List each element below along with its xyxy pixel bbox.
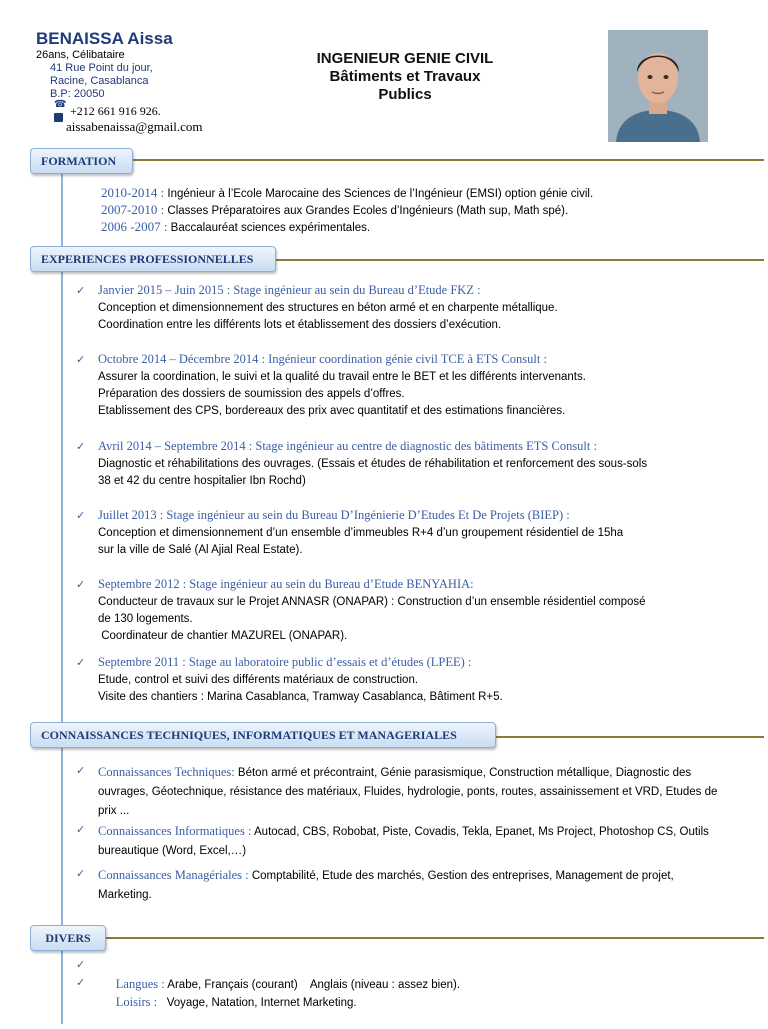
knowledge-label: Connaissances Managériales : bbox=[98, 868, 249, 882]
experience-line: Etablissement des CPS, bordereaux des prix avec quantitatif et des estimations financières. bbox=[98, 405, 566, 417]
check-icon: ✓ bbox=[76, 285, 86, 297]
check-icon: ✓ bbox=[76, 354, 86, 366]
phone-icon: ☎ bbox=[54, 99, 67, 110]
knowledge-text: Béton armé et précontraint, Génie parasismique, Construction métallique, Diagnostic des ouvrages, Géotechnique, résistance des matériaux, Fluides, hydrologie, ponts, routes, assainissement et VRD, Etudes de prix ... bbox=[98, 767, 718, 817]
formation-text: Baccalauréat sciences expérimentales. bbox=[170, 222, 371, 234]
job-title-line-1: INGENIEUR GENIE CIVIL bbox=[316, 50, 494, 67]
formation-rule bbox=[130, 159, 764, 161]
profile-photo bbox=[608, 30, 708, 142]
phone-number: +212 661 916 926. bbox=[70, 104, 161, 118]
experience-line: Visite des chantiers : Marina Casablanca, Tramway Casablanca, Bâtiment R+5. bbox=[98, 691, 503, 703]
check-icon: ✓ bbox=[76, 441, 86, 453]
portrait-illustration bbox=[608, 30, 708, 142]
check-icon: ✓ bbox=[76, 959, 86, 971]
experience-line: Conception et dimensionnement d’un ensemble d’immeubles R+4 d’un groupement résidentiel de 15ha bbox=[98, 527, 624, 539]
knowledge-paragraph bbox=[98, 822, 723, 860]
experience-line: Conception et dimensionnement des structures en béton armé et en charpente métallique. bbox=[98, 302, 558, 314]
hobbies-line bbox=[98, 975, 357, 1029]
experience-title: Janvier 2015 – Juin 2015 : Stage ingénieur au sein du Bureau d’Etude FKZ : bbox=[98, 283, 481, 297]
experience-title: Septembre 2011 : Stage au laboratoire public d’essais et d’études (LPEE) : bbox=[98, 655, 472, 669]
check-icon: ✓ bbox=[76, 977, 86, 989]
check-icon: ✓ bbox=[76, 868, 86, 880]
experience-title: Avril 2014 – Septembre 2014 : Stage ingénieur au centre de diagnostic des bâtiments ETS Consult : bbox=[98, 439, 597, 453]
experience-line: 38 et 42 du centre hospitalier Ibn Rochd) bbox=[98, 475, 306, 487]
experience-title: Juillet 2013 : Stage ingénieur au sein du Bureau D’Ingénierie D’Etudes Et De Projets (BIEP) : bbox=[98, 508, 570, 522]
knowledge-paragraph bbox=[98, 866, 723, 904]
experience-line: Coordinateur de chantier MAZUREL (ONAPAR). bbox=[98, 630, 348, 642]
section-formation-heading: FORMATION bbox=[30, 148, 133, 174]
section-connaissances-heading: CONNAISSANCES TECHNIQUES, INFORMATIQUES ET MANAGERIALES bbox=[30, 722, 496, 748]
check-icon: ✓ bbox=[76, 657, 86, 669]
address-line-3: B.P: 20050 bbox=[50, 88, 105, 100]
check-icon: ✓ bbox=[76, 765, 86, 777]
experience-line: Conducteur de travaux sur le Projet ANNASR (ONAPAR) : Construction d’un ensemble résidentiel composé bbox=[98, 596, 646, 608]
formation-item bbox=[101, 185, 593, 201]
formation-item bbox=[101, 219, 370, 235]
experience-line: Diagnostic et réhabilitations des ouvrages. (Essais et études de réhabilitation et renforcement des sous-sols bbox=[98, 458, 648, 470]
experience-line: sur la ville de Salé (Al Ajial Real Estate). bbox=[98, 544, 303, 556]
formation-years: 2010-2014 : bbox=[101, 185, 165, 200]
job-title bbox=[270, 50, 540, 104]
formation-item bbox=[101, 202, 568, 218]
formation-text: Classes Préparatoires aux Grandes Ecoles d’Ingénieurs (Math sup, Math spé). bbox=[167, 205, 569, 217]
languages-text: Arabe, Français (courant) Anglais (niveau : assez bien). bbox=[164, 979, 461, 991]
hobbies-label: Loisirs : bbox=[115, 995, 158, 1009]
experience-line: Etude, control et suivi des différents matériaux de construction. bbox=[98, 674, 419, 686]
experience-title: Octobre 2014 – Décembre 2014 : Ingénieur coordination génie civil TCE à ETS Consult : bbox=[98, 352, 547, 366]
hobbies-text: Voyage, Natation, Internet Marketing. bbox=[157, 997, 357, 1009]
knowledge-paragraph bbox=[98, 763, 723, 820]
connaissances-rule bbox=[494, 736, 764, 738]
age-status: 26ans, Célibataire bbox=[36, 49, 125, 61]
timeline-line bbox=[61, 160, 63, 1024]
experiences-rule bbox=[275, 259, 764, 261]
check-icon: ✓ bbox=[76, 510, 86, 522]
candidate-name: BENAISSA Aissa bbox=[36, 29, 173, 48]
formation-years: 2007-2010 : bbox=[101, 202, 165, 217]
experience-title: Septembre 2012 : Stage ingénieur au sein du Bureau d’Etude BENYAHIA: bbox=[98, 577, 474, 591]
section-experiences-heading: EXPERIENCES PROFESSIONNELLES bbox=[30, 246, 276, 272]
knowledge-text: Comptabilité, Etude des marchés, Gestion des entreprises, Management de projet, Marketing. bbox=[98, 870, 674, 901]
knowledge-text: Autocad, CBS, Robobat, Piste, Covadis, Tekla, Epanet, Ms Project, Photoshop CS, Outils bureautique (Word, Excel,…) bbox=[98, 826, 709, 857]
section-divers-heading: DIVERS bbox=[30, 925, 106, 951]
experience-line: Coordination entre les différents lots et établissement des dossiers d’exécution. bbox=[98, 319, 502, 331]
job-title-line-3: Publics bbox=[378, 86, 432, 103]
check-icon: ✓ bbox=[76, 579, 86, 591]
experience-line: de 130 logements. bbox=[98, 613, 193, 625]
formation-years: 2006 -2007 : bbox=[101, 219, 168, 234]
email-icon bbox=[54, 113, 63, 122]
knowledge-label: Connaissances Informatiques : bbox=[98, 824, 252, 838]
formation-text: Ingénieur à l’Ecole Marocaine des Sciences de l’Ingénieur (EMSI) option génie civil. bbox=[167, 188, 594, 200]
check-icon: ✓ bbox=[76, 824, 86, 836]
address-line-2: Racine, Casablanca bbox=[50, 75, 149, 87]
languages-label: Langues : bbox=[115, 977, 165, 991]
email-address[interactable]: aissabenaissa@gmail.com bbox=[66, 119, 203, 134]
divers-rule bbox=[104, 937, 764, 939]
job-title-line-2: Bâtiments et Travaux bbox=[329, 68, 481, 85]
experience-line: Préparation des dossiers de soumission des appels d’offres. bbox=[98, 388, 405, 400]
knowledge-label: Connaissances Techniques: bbox=[98, 765, 235, 779]
address-line-1: 41 Rue Point du jour, bbox=[50, 62, 153, 74]
experience-line: Assurer la coordination, le suivi et la qualité du travail entre le BET et les différents intervenants. bbox=[98, 371, 586, 383]
